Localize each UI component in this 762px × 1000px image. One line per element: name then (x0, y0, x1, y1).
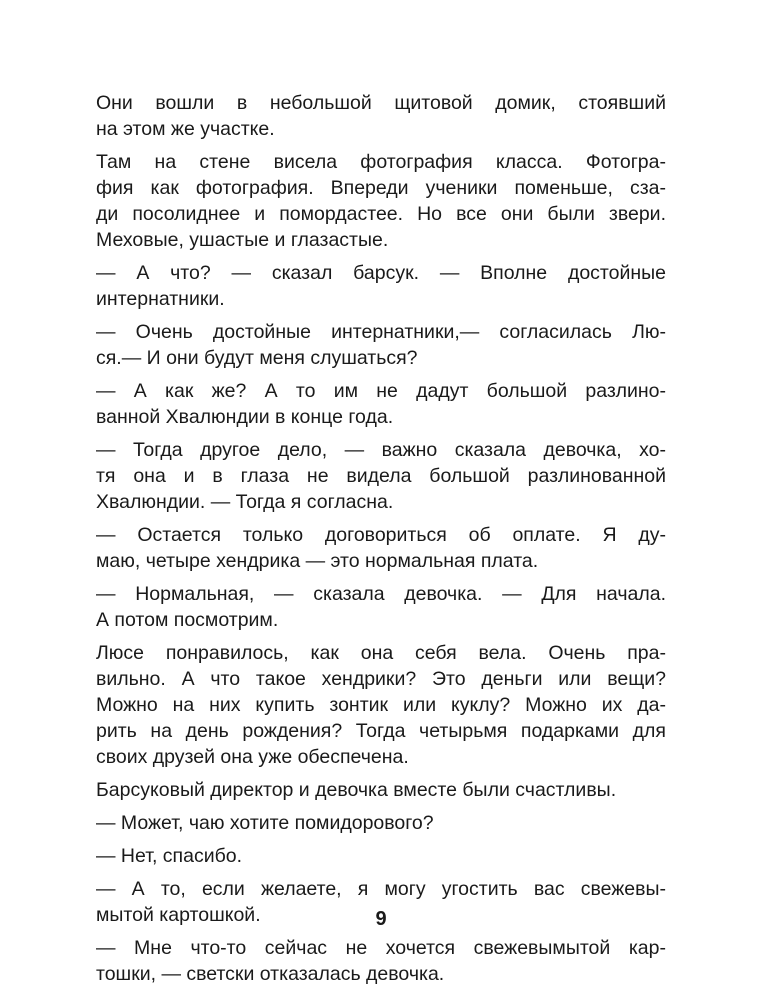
text-line: ванной Хвалюндии в конце года. (96, 406, 394, 428)
text-line: ся.— И они будут меня слушаться? (96, 347, 418, 369)
paragraph (96, 522, 666, 574)
paragraph (96, 581, 666, 633)
paragraph (96, 843, 666, 869)
text-line: — А то, если желаете, я могу угостить вас свежевы- (96, 878, 666, 900)
text-line: — А как же? А то им не дадут большой разлино- (96, 380, 666, 402)
text-line: Они вошли в небольшой щитовой домик, стоявший (96, 92, 666, 114)
text-line: вильно. А что такое хендрики? Это деньги или вещи? (96, 668, 666, 690)
text-line: мытой картошкой. (96, 904, 261, 926)
text-line: Можно на них купить зонтик или куклу? Можно их да- (96, 694, 666, 716)
text-line: — Очень достойные интернатники,— согласилась Лю- (96, 321, 666, 343)
text-line: Меховые, ушастые и глазастые. (96, 229, 389, 251)
text-line: Люсе понравилось, как она себя вела. Очень пра- (96, 642, 666, 664)
text-line: — А что? — сказал барсук. — Вполне достойные (96, 262, 666, 284)
text-line: интернатники. (96, 288, 225, 310)
text-line: рить на день рождения? Тогда четырьмя подарками для (96, 720, 666, 742)
paragraph (96, 260, 666, 312)
text-line: Барсуковый директор и девочка вместе были счастливы. (96, 779, 617, 801)
text-line: А потом посмотрим. (96, 609, 279, 631)
text-line: ди посолиднее и помордастее. Но все они были звери. (96, 203, 666, 225)
paragraph (96, 935, 666, 987)
paragraph (96, 90, 666, 142)
text-line: — Может, чаю хотите помидорового? (96, 812, 434, 834)
text-line: — Нет, спасибо. (96, 845, 243, 867)
text-line: Там на стене висела фотография класса. Фотогра- (96, 151, 666, 173)
paragraph (96, 149, 666, 253)
text-line: своих друзей она уже обеспечена. (96, 746, 409, 768)
paragraph (96, 378, 666, 430)
text-line: — Остается только договориться об оплате. Я ду- (96, 524, 666, 546)
paragraph (96, 810, 666, 836)
text-line: маю, четыре хендрика — это нормальная плата. (96, 550, 539, 572)
page-number: 9 (375, 908, 387, 930)
page-body (96, 90, 666, 994)
text-line: тошки, — светски отказалась девочка. (96, 963, 445, 985)
text-line: — Тогда другое дело, — важно сказала девочка, хо- (96, 439, 666, 461)
text-line: фия как фотография. Впереди ученики поменьше, сза- (96, 177, 666, 199)
paragraph (96, 319, 666, 371)
paragraph (96, 437, 666, 515)
text-line: — Нормальная, — сказала девочка. — Для начала. (96, 583, 666, 605)
paragraph (96, 777, 666, 803)
text-line: Хвалюндии. — Тогда я согласна. (96, 491, 394, 513)
text-line: — Мне что-то сейчас не хочется свежевымытой кар- (96, 937, 666, 959)
paragraph (96, 640, 666, 770)
text-line: тя она и в глаза не видела большой разлинованной (96, 465, 666, 487)
text-line: на этом же участке. (96, 118, 275, 140)
